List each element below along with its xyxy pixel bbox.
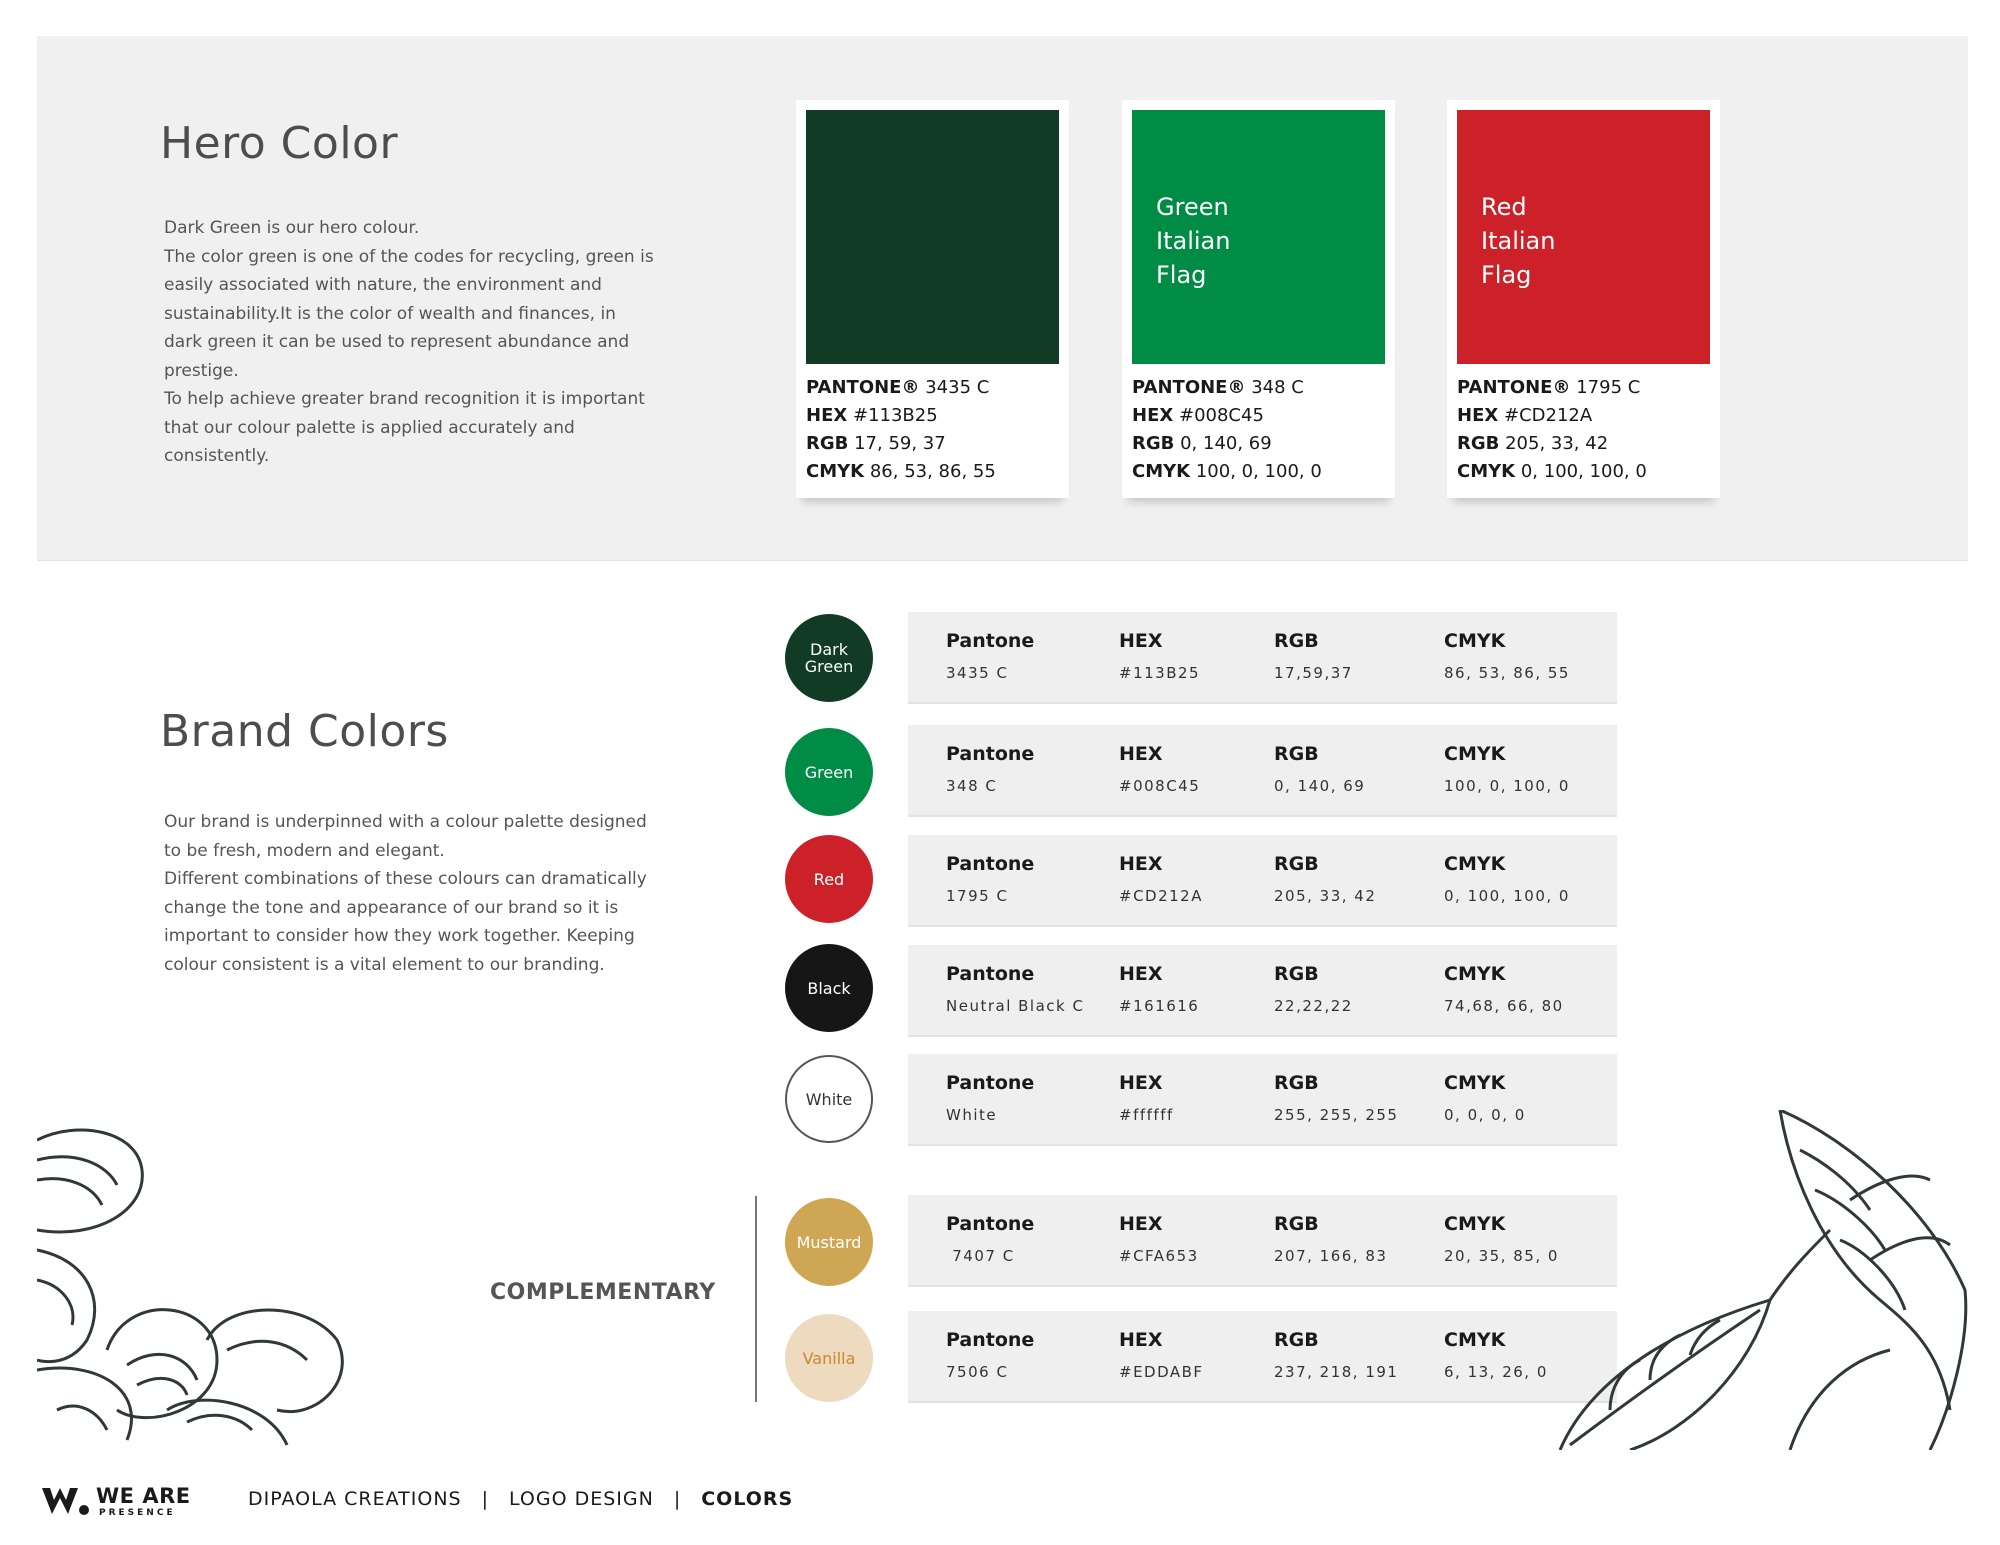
spec-key: RGB bbox=[806, 433, 849, 454]
rgb-header: RGB bbox=[1274, 630, 1319, 652]
rgb-header: RGB bbox=[1274, 853, 1319, 875]
cmyk-header: CMYK bbox=[1444, 963, 1506, 985]
rgb-header: RGB bbox=[1274, 1213, 1319, 1235]
rgb-header: RGB bbox=[1274, 963, 1319, 985]
hex-value: #CFA653 bbox=[1119, 1247, 1199, 1265]
pantone-value: White bbox=[946, 1106, 998, 1124]
hex-value: #161616 bbox=[1119, 997, 1200, 1015]
hex-value: #008C45 bbox=[1119, 777, 1201, 795]
pantone-value: Neutral Black C bbox=[946, 997, 1085, 1015]
spec-key: PANTONE® bbox=[1457, 377, 1571, 398]
rgb-value: 17,59,37 bbox=[1274, 664, 1353, 682]
pantone-header: Pantone bbox=[946, 1213, 1035, 1235]
spec-key: RGB bbox=[1457, 433, 1500, 454]
spec-key: CMYK bbox=[1132, 461, 1191, 482]
cmyk-value: 0, 100, 100, 0 bbox=[1444, 887, 1570, 905]
color-spec-row-red bbox=[908, 835, 1617, 927]
coffee-leaves-illustration bbox=[1550, 1110, 1970, 1450]
spec-key: PANTONE® bbox=[806, 377, 920, 398]
pantone-header: Pantone bbox=[946, 853, 1035, 875]
pantone-header: Pantone bbox=[946, 1329, 1035, 1351]
spec-rgb: 205, 33, 42 bbox=[1505, 433, 1609, 454]
spec-pantone: 348 C bbox=[1251, 377, 1304, 398]
logo-text: WE ARE bbox=[96, 1484, 191, 1508]
rgb-value: 237, 218, 191 bbox=[1274, 1363, 1399, 1381]
pantone-value: 348 C bbox=[946, 777, 998, 795]
cmyk-value: 20, 35, 85, 0 bbox=[1444, 1247, 1559, 1265]
cmyk-header: CMYK bbox=[1444, 1213, 1506, 1235]
cmyk-header: CMYK bbox=[1444, 1329, 1506, 1351]
hex-value: #EDDABF bbox=[1119, 1363, 1204, 1381]
hero-title: Hero Color bbox=[160, 118, 399, 169]
color-dot-label: Mustard bbox=[796, 1232, 862, 1252]
spec-rgb: 0, 140, 69 bbox=[1180, 433, 1272, 454]
color-dot-label: Black bbox=[807, 978, 851, 998]
color-specs bbox=[806, 374, 996, 486]
spec-pantone: 1795 C bbox=[1576, 377, 1641, 398]
hero-paragraph: The color green is one of the codes for recycling, green is easily associated with nature, the environment and sustainability.It is the color of wealth and finances, in dark green it can be used to represent abundance and prestige. bbox=[164, 246, 654, 381]
pantone-value: 1795 C bbox=[946, 887, 1009, 905]
cmyk-value: 0, 0, 0, 0 bbox=[1444, 1106, 1526, 1124]
breadcrumb-separator: | bbox=[673, 1488, 682, 1510]
breadcrumb-item: DIPAOLA CREATIONS bbox=[248, 1488, 462, 1510]
spec-hex: #113B25 bbox=[852, 405, 938, 426]
hex-value: #CD212A bbox=[1119, 887, 1203, 905]
rgb-header: RGB bbox=[1274, 1072, 1319, 1094]
pantone-header: Pantone bbox=[946, 963, 1035, 985]
pantone-value: 7407 C bbox=[946, 1247, 1015, 1265]
cmyk-header: CMYK bbox=[1444, 1072, 1506, 1094]
swatch-label: Red Italian Flag bbox=[1481, 193, 1556, 289]
spec-key: HEX bbox=[1457, 405, 1499, 426]
cmyk-value: 100, 0, 100, 0 bbox=[1444, 777, 1570, 795]
color-dot-label: Dark Green bbox=[804, 640, 854, 676]
spec-rgb: 17, 59, 37 bbox=[854, 433, 946, 454]
swatch-label: Green Italian Flag bbox=[1156, 193, 1231, 289]
pantone-value: 3435 C bbox=[946, 664, 1009, 682]
color-dot-green bbox=[785, 728, 873, 816]
color-dot-label: Red bbox=[813, 869, 845, 889]
hex-header: HEX bbox=[1119, 1329, 1163, 1351]
spec-cmyk: 86, 53, 86, 55 bbox=[869, 461, 996, 482]
hero-paragraph: Dark Green is our hero colour. bbox=[164, 218, 420, 238]
brand-paragraph: Our brand is underpinned with a colour palette designed to be fresh, modern and elegant. bbox=[164, 812, 647, 861]
hex-header: HEX bbox=[1119, 853, 1163, 875]
rgb-value: 0, 140, 69 bbox=[1274, 777, 1366, 795]
spec-cmyk: 0, 100, 100, 0 bbox=[1520, 461, 1647, 482]
spec-cmyk: 100, 0, 100, 0 bbox=[1195, 461, 1322, 482]
pantone-header: Pantone bbox=[946, 743, 1035, 765]
hex-header: HEX bbox=[1119, 1213, 1163, 1235]
color-swatch bbox=[1457, 110, 1710, 364]
color-swatch bbox=[1132, 110, 1385, 364]
color-spec-row-green bbox=[908, 725, 1617, 817]
cmyk-value: 86, 53, 86, 55 bbox=[1444, 664, 1570, 682]
spec-pantone: 3435 C bbox=[925, 377, 990, 398]
hero-color-card-dark-green bbox=[796, 100, 1069, 498]
breadcrumb-item-current: COLORS bbox=[701, 1488, 794, 1510]
breadcrumb bbox=[248, 1488, 793, 1510]
pantone-header: Pantone bbox=[946, 630, 1035, 652]
spec-hex: #CD212A bbox=[1503, 405, 1593, 426]
color-dot-black bbox=[785, 944, 873, 1032]
pantone-header: Pantone bbox=[946, 1072, 1035, 1094]
complementary-label: COMPLEMENTARY bbox=[490, 1280, 716, 1305]
spec-key: HEX bbox=[1132, 405, 1174, 426]
cmyk-header: CMYK bbox=[1444, 853, 1506, 875]
hero-paragraph: To help achieve greater brand recognition it is important that our colour palette is applied accurately and consistently. bbox=[164, 389, 645, 466]
color-specs bbox=[1457, 374, 1647, 486]
rgb-header: RGB bbox=[1274, 743, 1319, 765]
spec-key: CMYK bbox=[806, 461, 865, 482]
color-spec-row-vanilla bbox=[908, 1311, 1617, 1403]
hero-color-card-green bbox=[1122, 100, 1395, 498]
spec-key: CMYK bbox=[1457, 461, 1516, 482]
hex-header: HEX bbox=[1119, 630, 1163, 652]
brand-description bbox=[164, 808, 654, 979]
cmyk-value: 6, 13, 26, 0 bbox=[1444, 1363, 1548, 1381]
rgb-value: 205, 33, 42 bbox=[1274, 887, 1377, 905]
brand-colors-title: Brand Colors bbox=[160, 706, 449, 757]
color-dot-white bbox=[785, 1055, 873, 1143]
pantone-value: 7506 C bbox=[946, 1363, 1009, 1381]
spec-key: RGB bbox=[1132, 433, 1175, 454]
hero-description bbox=[164, 214, 654, 471]
color-dot-label: Green bbox=[804, 762, 854, 782]
color-dot-mustard bbox=[785, 1198, 873, 1286]
color-dot-dark-green bbox=[785, 614, 873, 702]
color-dot-label: White bbox=[805, 1089, 853, 1109]
hex-header: HEX bbox=[1119, 963, 1163, 985]
color-spec-row-dark-green bbox=[908, 612, 1617, 704]
rgb-value: 255, 255, 255 bbox=[1274, 1106, 1399, 1124]
complementary-divider bbox=[755, 1196, 757, 1402]
spec-key: HEX bbox=[806, 405, 848, 426]
breadcrumb-separator: | bbox=[481, 1488, 489, 1510]
coffee-beans-illustration bbox=[37, 1110, 357, 1450]
color-dot-vanilla bbox=[785, 1314, 873, 1402]
color-swatch bbox=[806, 110, 1059, 364]
brand-paragraph: Different combinations of these colours can dramatically change the tone and appearance of our brand so it is important to consider how they work together. Keeping colour consistent is a vital element to our branding. bbox=[164, 869, 647, 975]
breadcrumb-item: LOGO DESIGN bbox=[509, 1488, 654, 1510]
spec-hex: #008C45 bbox=[1178, 405, 1264, 426]
rgb-value: 207, 166, 83 bbox=[1274, 1247, 1388, 1265]
color-dot-red bbox=[785, 835, 873, 923]
color-spec-row-mustard bbox=[908, 1195, 1617, 1287]
color-dot-label: Vanilla bbox=[802, 1348, 856, 1368]
hex-header: HEX bbox=[1119, 743, 1163, 765]
rgb-header: RGB bbox=[1274, 1329, 1319, 1351]
hex-value: #113B25 bbox=[1119, 664, 1201, 682]
color-specs bbox=[1132, 374, 1322, 486]
hex-value: #ffffff bbox=[1119, 1106, 1174, 1124]
spec-key: PANTONE® bbox=[1132, 377, 1246, 398]
cmyk-value: 74,68, 66, 80 bbox=[1444, 997, 1564, 1015]
cmyk-header: CMYK bbox=[1444, 630, 1506, 652]
color-spec-row-white bbox=[908, 1054, 1617, 1146]
logo-subtext: PRESENCE bbox=[99, 1508, 176, 1518]
hero-color-card-red bbox=[1447, 100, 1720, 498]
we-are-presence-logo-icon bbox=[40, 1484, 92, 1518]
rgb-value: 22,22,22 bbox=[1274, 997, 1353, 1015]
hex-header: HEX bbox=[1119, 1072, 1163, 1094]
cmyk-header: CMYK bbox=[1444, 743, 1506, 765]
color-spec-row-black bbox=[908, 945, 1617, 1037]
